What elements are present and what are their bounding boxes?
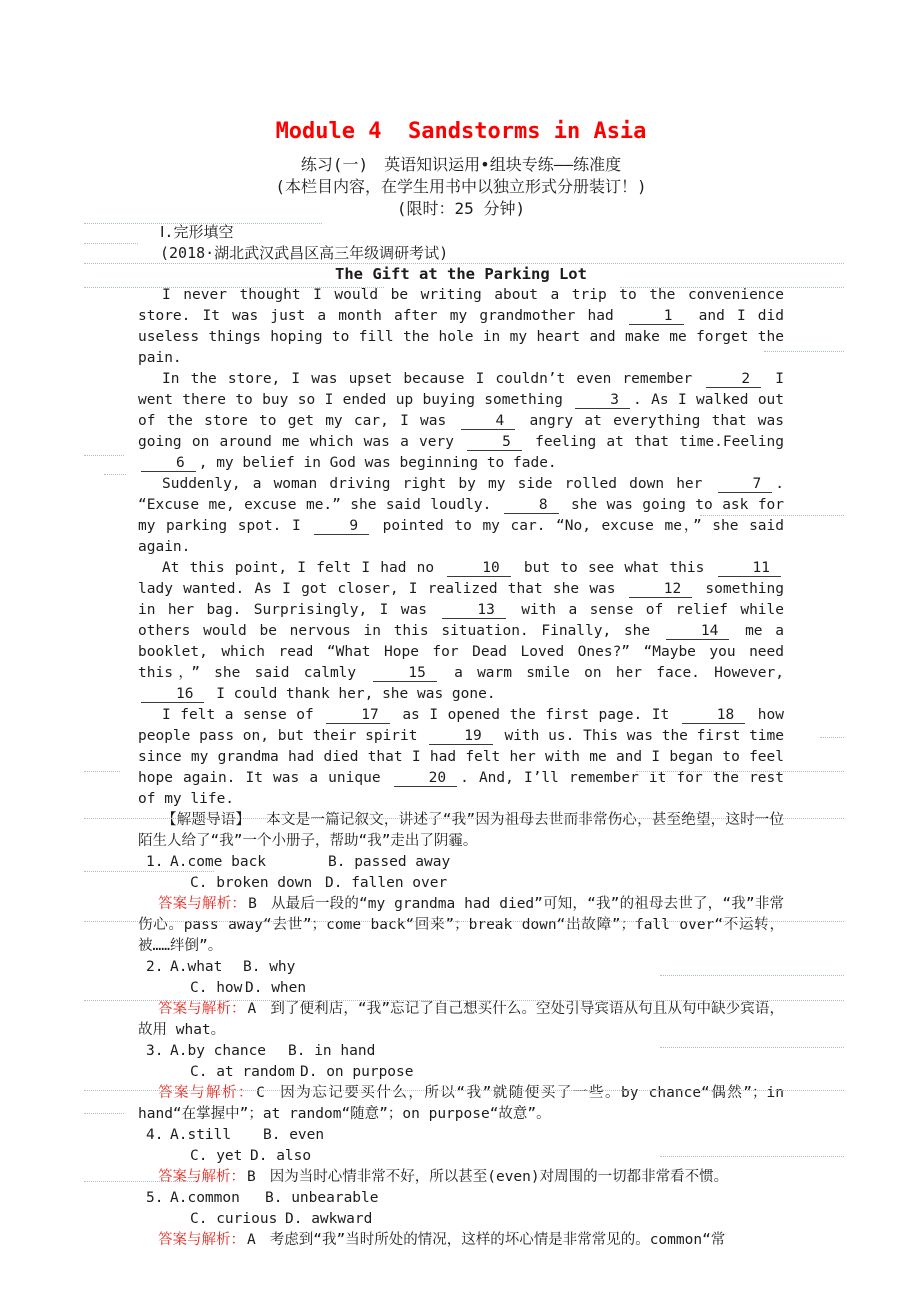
- option-d: D. when: [245, 980, 307, 996]
- cloze-blank: 10: [447, 560, 510, 577]
- dotted-line: [820, 737, 844, 738]
- questions-list: [138, 852, 784, 1251]
- cloze-blank: 1: [629, 308, 684, 325]
- answer-text: 考虑到“我”当时所处的情况，这样的坏心情是非常常见的。common“常: [269, 1232, 726, 1248]
- option-line-2: [138, 978, 784, 999]
- answer-letter: C: [256, 1085, 265, 1101]
- dotted-line: [84, 243, 138, 244]
- answer-explanation: [138, 1230, 784, 1251]
- answer-explanation: [138, 999, 784, 1041]
- option-line-1: [138, 852, 784, 873]
- option-d: D. on purpose: [300, 1064, 414, 1080]
- option-c: C. broken down: [190, 875, 313, 891]
- source-line: (2018·湖北武汉武昌区高三年级调研考试): [160, 244, 449, 262]
- answer-letter: A: [247, 1232, 256, 1248]
- cloze-blank: 8: [504, 497, 559, 514]
- option-d: D. also: [250, 1148, 312, 1164]
- option-d: D. awkward: [285, 1211, 373, 1227]
- cloze-blank: 17: [326, 707, 389, 724]
- answer-label: 答案与解析：: [158, 1085, 255, 1101]
- option-line-2: [138, 1209, 784, 1230]
- answer-text: 到了便利店，“我”忘记了自己想买什么。空处引导宾语从句且从句中缺少宾语，故用 what。: [138, 1001, 784, 1038]
- option-c: C. how: [190, 980, 243, 996]
- cloze-blank: 9: [314, 518, 369, 535]
- cloze-blank: 3: [575, 392, 630, 409]
- cloze-blank: 16: [141, 686, 204, 703]
- question-number: 1.: [146, 854, 164, 870]
- answer-label: 答案与解析：: [158, 896, 247, 912]
- passage-paragraph: At this point, I felt I had no 10 but to see what this 11 lady wanted. As I got closer, I realized that she was 12 something in her bag. Surprisingly, I was 13 with a sense of relief while others would be nervous in this situation. Finally, she 14 me a booklet, which read “What Hope for Dead Loved Ones?” “Maybe you need this，” she said calmly 15 a warm smile on her face. However, 16 I could thank her, she was gone.: [138, 560, 784, 702]
- cloze-blank: 4: [461, 413, 516, 430]
- passage-paragraph: I felt a sense of 17 as I opened the first page. It 18 how people pass on, but their spirit 19 with us. This was the first time since my grandma had died that I had felt her with me and I began to feel hope again. It was a unique 20 . And, I’ll remember it for the rest of my life.: [138, 707, 785, 807]
- page-content: [138, 0, 784, 1251]
- answer-text: 因为忘记要买什么，所以“我”就随便买了一些。by chance“偶然”；in hand“在掌握中”；at random“随意”；on purpose“故意”。: [138, 1085, 784, 1122]
- cloze-blank: 18: [682, 707, 745, 724]
- option-line-1: [138, 1188, 784, 1209]
- answer-explanation: [138, 894, 784, 957]
- passage-paragraph: I never thought I would be writing about a trip to the convenience store. It was just a month after my grandmother had 1 and I did useless things hoping to fill the hole in my heart and make me forget the pain.: [138, 287, 784, 366]
- option-c: C. curious: [190, 1211, 278, 1227]
- question-number: 2.: [146, 959, 164, 975]
- answer-label: 答案与解析：: [158, 1001, 246, 1017]
- answer-letter: B: [248, 896, 257, 912]
- answer-letter: B: [247, 1169, 256, 1185]
- option-b: B. why: [243, 959, 296, 975]
- answer-letter: A: [247, 1001, 257, 1017]
- option-a: A.still: [170, 1127, 232, 1143]
- question-number: 3.: [146, 1043, 164, 1059]
- option-b: B. passed away: [328, 854, 451, 870]
- passage-paragraph: Suddenly, a woman driving right by my side rolled down her 7 . “Excuse me, excuse me.” she said loudly. 8 she was going to ask for my parking spot. I 9 pointed to my car. “No, excuse me，” she said again.: [138, 476, 785, 555]
- answer-label: 答案与解析：: [158, 1232, 245, 1248]
- option-line-1: [138, 1041, 784, 1062]
- guide-paragraph: [138, 810, 784, 852]
- time-limit: (限时：25 分钟): [396, 199, 526, 218]
- dotted-line: [84, 455, 124, 456]
- page-title: Module 4 Sandstorms in Asia: [275, 119, 647, 144]
- option-line-2: [138, 1062, 784, 1083]
- answer-text: 因为当时心情非常不好，所以甚至(even)对周围的一切都非常看不惯。: [269, 1169, 729, 1185]
- answer-text: 从最后一段的“my grandma had died”可知，“我”的祖母去世了，“我”非常伤心。pass away“去世”；come back“回来”；break down“出故障”；fall over“不运转，被……绊倒”。: [138, 896, 784, 954]
- option-line-2: [138, 1146, 784, 1167]
- option-line-1: [138, 1125, 784, 1146]
- answer-explanation: [138, 1167, 784, 1188]
- answer-explanation: [138, 1083, 784, 1125]
- dotted-line: [104, 474, 126, 475]
- cloze-blank: 6: [141, 455, 196, 472]
- option-c: C. at random: [190, 1064, 295, 1080]
- guide-text: 本文是一篇记叙文，讲述了“我”因为祖母去世而非常伤心，甚至绝望，这时一位陌生人给了“我”一个小册子，帮助“我”走出了阴霾。: [138, 812, 784, 849]
- option-a: A.what: [170, 959, 223, 975]
- option-a: A.common: [170, 1190, 240, 1206]
- cloze-blank: 15: [373, 665, 436, 682]
- question-block: [138, 957, 784, 1041]
- option-b: B. unbearable: [265, 1190, 379, 1206]
- cloze-blank: 12: [629, 581, 692, 598]
- question-number: 4.: [146, 1127, 164, 1143]
- cloze-blank: 11: [718, 560, 781, 577]
- binding-note: (本栏目内容，在学生用书中以独立形式分册装订！): [275, 177, 647, 196]
- cloze-blank: 2: [706, 371, 761, 388]
- cloze-blank: 13: [442, 602, 505, 619]
- question-number: 5.: [146, 1190, 164, 1206]
- option-line-2: [138, 873, 784, 894]
- option-a: A.by chance: [170, 1043, 267, 1059]
- cloze-blank: 5: [467, 434, 522, 451]
- section-label: Ⅰ.完形填空: [160, 223, 234, 241]
- passage-paragraph: In the store, I was upset because I couldn’t even remember 2 I went there to buy so I ended up buying something 3 . As I walked out of the store to get my car, I was 4 angry at everything that was going on around me which was a very 5 feeling at that time.Feeling 6 , my belief in God was beginning to fade.: [138, 371, 785, 471]
- option-a: A.come back: [170, 854, 267, 870]
- exercise-subtitle: 练习(一) 英语知识运用•组块专练——练准度: [300, 155, 622, 174]
- dotted-line: [84, 1113, 124, 1114]
- option-b: B. even: [263, 1127, 325, 1143]
- option-b: B. in hand: [288, 1043, 376, 1059]
- dotted-line: [84, 771, 120, 772]
- cloze-blank: 7: [718, 476, 773, 493]
- cloze-blank: 14: [666, 623, 729, 640]
- question-block: [138, 1125, 784, 1188]
- answer-label: 答案与解析：: [158, 1169, 245, 1185]
- option-c: C. yet: [190, 1148, 243, 1164]
- question-block: [138, 1188, 784, 1251]
- cloze-passage: [138, 285, 784, 810]
- cloze-blank: 19: [429, 728, 492, 745]
- option-d: D. fallen over: [325, 875, 448, 891]
- question-block: [138, 852, 784, 957]
- guide-label: 【解题导语】: [162, 812, 251, 828]
- option-line-1: [138, 957, 784, 978]
- cloze-blank: 20: [394, 770, 457, 787]
- passage-title: The Gift at the Parking Lot: [335, 265, 587, 283]
- question-block: [138, 1041, 784, 1125]
